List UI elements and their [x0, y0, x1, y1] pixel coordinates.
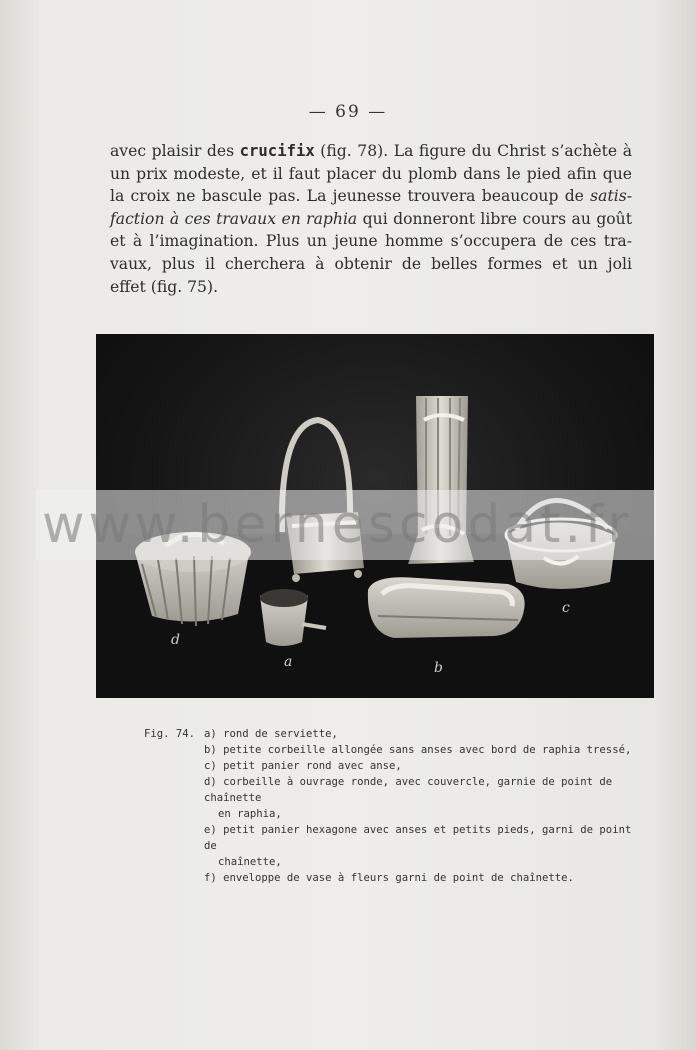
text-line-5: et à l’imagination. Plus un jeune homme s’occupera de ces tra-: [110, 232, 632, 251]
watermark-banner: www.bernescodat.fr: [36, 490, 656, 560]
body-paragraph: [110, 140, 632, 298]
caption-item: d) corbeille à ouvrage ronde, avec couvercle, garnie de point de chaînette: [204, 776, 613, 804]
caption-item-continuation: chaînette,: [218, 856, 282, 868]
caption-item: e) petit panier hexagone avec anses et petits pieds, garni de point de: [204, 824, 632, 852]
page-number: — 69 —: [308, 102, 388, 122]
caption-item: c) petit panier rond avec anse,: [204, 760, 402, 772]
text-segment: qui donneront libre cours au goût: [357, 209, 632, 228]
italic-segment: faction à ces travaux en raphia: [110, 209, 358, 228]
text-segment: avec plaisir des: [110, 142, 240, 160]
text-line-4: [110, 208, 632, 231]
text-line-2: un prix modeste, et il faut placer du plomb dans le pied afin que: [110, 164, 632, 183]
label-a: a: [284, 654, 293, 670]
caption-item-continuation: en raphia,: [218, 808, 282, 820]
italic-segment: satis-: [590, 187, 632, 206]
text-line-6: vaux, plus il cherchera à obtenir de belles formes et un joli: [110, 254, 632, 273]
caption-item: b) petite corbeille allongée sans anses avec bord de raphia tressé,: [204, 744, 632, 756]
caption-list: [204, 726, 644, 886]
text-segment: la croix ne bascule pas. La jeunesse trouvera beaucoup de: [110, 187, 591, 206]
label-b: b: [434, 660, 443, 676]
label-c: c: [562, 600, 570, 616]
text-line-3: [110, 185, 632, 208]
figure-number: Fig. 74.: [144, 728, 196, 740]
caption-item: a) rond de serviette,: [204, 728, 338, 740]
label-d: d: [171, 632, 180, 648]
text-line-7: effet (fig. 75).: [110, 277, 219, 296]
text-segment: (fig. 78). La figure du Christ s’achète à: [314, 142, 632, 160]
basket-b: [368, 577, 525, 638]
caption-item: f) enveloppe de vase à fleurs garni de point de chaînette.: [204, 872, 574, 884]
bold-term-crucifix: crucifix: [239, 142, 315, 160]
text-line-1: [110, 140, 632, 163]
